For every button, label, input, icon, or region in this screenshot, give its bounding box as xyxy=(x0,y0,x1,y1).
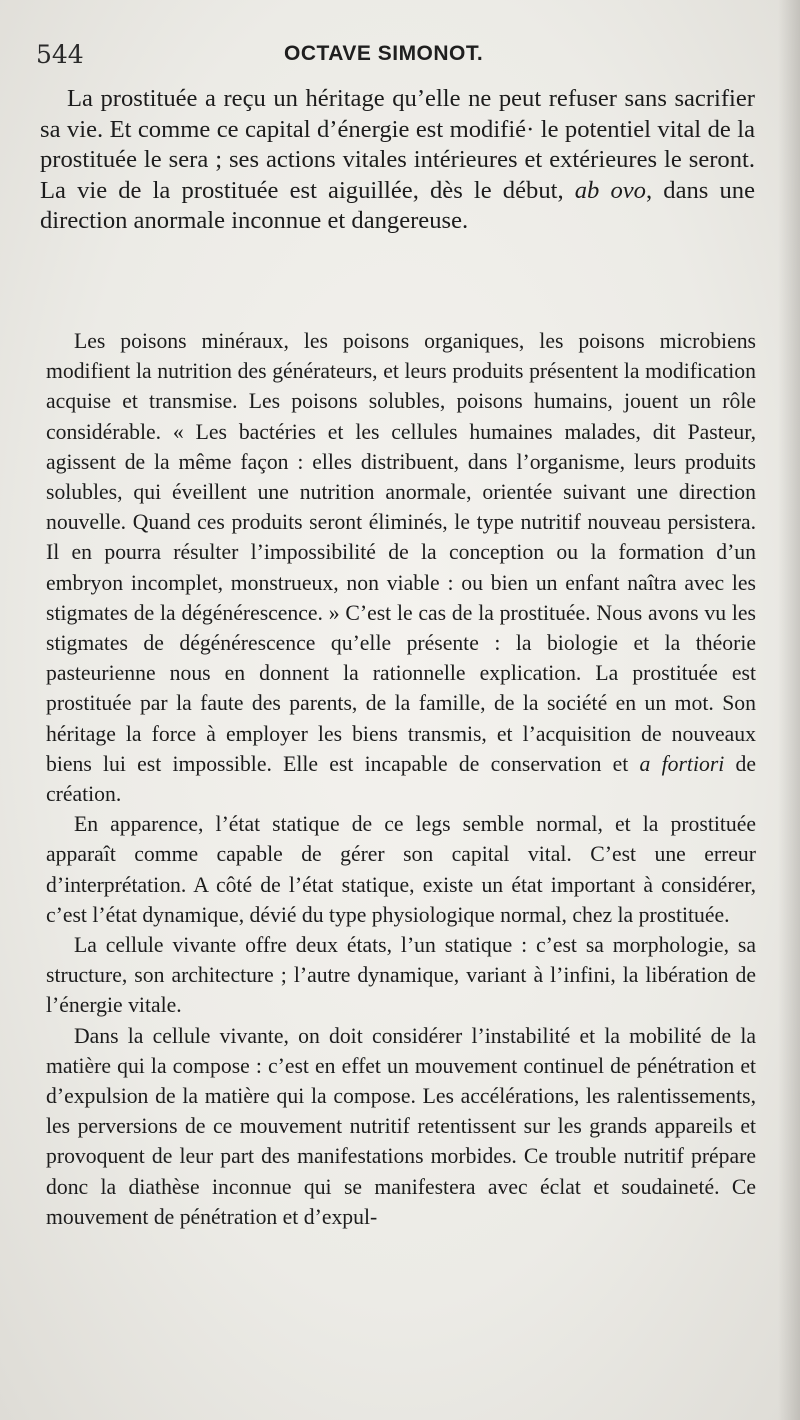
lead-paragraph xyxy=(40,84,755,237)
body-paragraph-1 xyxy=(46,326,756,809)
body-paragraph-4: Dans la cellule vivante, on doit considérer l’instabilité et la mobilité de la matière qui la compose : c’est en effet un mouvement continuel de pénétration et d’expulsion de la matière qui la compose. Les accélérations, les ralentissements, les perversions de ce mouvement nutritif retentissent sur les grands appareils et provoquent de leur part des manifestations morbides. Ce trouble nutritif prépare donc la diathèse inconnue qui se manifestera avec éclat et soudaineté. Ce mouvement de pénétration et d’expul- xyxy=(46,1023,756,1229)
body-p1-text-a: Les poisons minéraux, les poisons organiques, les poisons microbiens modifient la nutrition des générateurs, et leurs produits présentent la modification acquise et transmise. Les poisons solubles, poisons humains, jouent un rôle considérable. « Les bactéries et les cellules humaines malades, dit Pasteur, agissent de la même façon : elles distribuent, dans l’organisme, leurs produits solubles, qui éveillent une nutrition anormale, orientée suivant une direction nouvelle. Quand ces produits seront éliminés, le type nutritif nouveau persistera. Il en pourra résulter l’impossibilité de la conception ou la formation d’un embryon incomplet, monstrueux, non viable : ou bien un enfant naîtra avec les stigmates de la dégénérescence. » C’est le cas de la prostituée. Nous avons vu les stigmates de dégénérescence qu’elle présente : la biologie et la théorie pasteurienne nous en donnent la rationnelle explication. La prostituée est prostituée par la faute des parents, de la famille, de la société en un mot. Son héritage la force à employer les biens transmis, et l’acquisition de nouveaux biens lui est impossible. Elle est incapable de conservation et xyxy=(46,329,756,776)
lead-text-b: , dans une direction anormale inconnue et dangereuse. xyxy=(40,176,755,235)
body-paragraph-3: La cellule vivante offre deux états, l’un statique : c’est sa morphologie, sa structure, son architecture ; l’autre dynamique, variant à l’infini, la libération de l’énergie vitale. xyxy=(46,933,756,1018)
page-edge-shadow xyxy=(778,0,800,1420)
lead-paragraph-block xyxy=(40,84,755,237)
page-number: 544 xyxy=(36,40,84,69)
body-text-block xyxy=(46,326,756,1232)
body-p1-italic-phrase: a fortiori xyxy=(639,751,725,776)
lead-italic-phrase: ab ovo xyxy=(574,176,646,204)
body-paragraph-2: En apparence, l’état statique de ce legs semble normal, et la prostituée apparaît comme capable de gérer son capital vital. C’est une erreur d’interprétation. A côté de l’état statique, existe un état important à considérer, c’est l’état dynamique, dévié du type physiologique normal, chez la prostituée. xyxy=(46,812,756,927)
lead-text-a: La prostituée a reçu un héritage qu’elle ne peut refuser sans sacrifier sa vie. Et comme ce capital d’énergie est modifié· le potentiel vital de la prostituée le sera ; ses actions vitales intérieures et extérieures le seront. La vie de la prostituée est aiguillée, dès le début, xyxy=(40,85,755,204)
page-header xyxy=(36,38,766,78)
running-title: OCTAVE SIMONOT. xyxy=(284,42,484,65)
body-p1-text-b: de création. xyxy=(46,751,756,807)
